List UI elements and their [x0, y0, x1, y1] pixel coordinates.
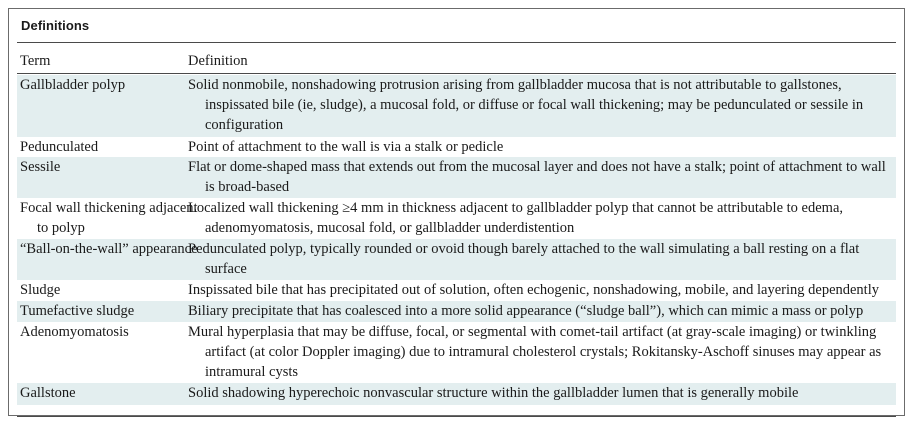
- row-term: Gallbladder polyp: [20, 77, 126, 93]
- definitions-table: [8, 8, 905, 416]
- row-definition: Flat or dome-shaped mass that extends out from the mucosal layer and does not have a stalk; point of attachment to wall is broad-based: [188, 159, 886, 195]
- row-definition: Inspissated bile that has precipitated out of solution, often echogenic, nonshadowing, mobile, and layering dependently: [188, 282, 879, 298]
- header-term: Term: [20, 53, 51, 69]
- row-term: Focal wall thickening adjacent to polyp: [20, 200, 198, 236]
- row-definition: Localized wall thickening ≥4 mm in thickness adjacent to gallbladder polyp that cannot be attributable to edema, adenomyomatosis, mucosal fold, or gallbladder underdistention: [188, 200, 844, 236]
- row-definition: Solid nonmobile, nonshadowing protrusion arising from gallbladder mucosa that is not attributable to gallstones, inspissated bile (ie, sludge), a mucosal fold, or diffuse or focal wall thickening; may be pedunculated or sessile in configuration: [188, 77, 864, 133]
- row-definition: Biliary precipitate that has coalesced into a more solid appearance (“sludge ball”), which can mimic a mass or polyp: [188, 303, 864, 319]
- table-header: [17, 53, 896, 73]
- table-title: Definitions: [21, 18, 90, 33]
- table-row: [17, 137, 896, 157]
- table-row: [17, 157, 896, 198]
- table-row: [17, 75, 896, 137]
- row-term: “Ball-on-the-wall” appearance: [20, 241, 198, 257]
- table-row: [17, 280, 896, 301]
- table-row: [17, 383, 896, 405]
- row-term: Tumefactive sludge: [20, 303, 135, 319]
- row-term: Sludge: [20, 282, 61, 298]
- row-definition: Mural hyperplasia that may be diffuse, focal, or segmental with comet-tail artifact (at gray-scale imaging) or twinkling artifact (at color Doppler imaging) due to intramural cholesterol crystals; Rokitansky-Aschoff sinuses may appear as intramural cysts: [188, 324, 882, 380]
- row-term: Pedunculated: [20, 139, 99, 155]
- bottom-rule: [17, 416, 896, 417]
- row-term: Gallstone: [20, 385, 76, 401]
- row-definition: Pedunculated polyp, typically rounded or ovoid though barely attached to the wall simulating a ball resting on a flat surface: [188, 241, 860, 277]
- table-row: [17, 301, 896, 322]
- row-definition: Solid shadowing hyperechoic nonvascular structure within the gallbladder lumen that is generally mobile: [188, 385, 799, 401]
- row-term: Sessile: [20, 159, 61, 175]
- table-row: [17, 198, 896, 239]
- table-row: [17, 239, 896, 280]
- table-body: [17, 75, 896, 405]
- header-definition: Definition: [188, 53, 248, 69]
- row-definition: Point of attachment to the wall is via a stalk or pedicle: [188, 139, 504, 155]
- top-rule: [17, 42, 896, 43]
- row-term: Adenomyomatosis: [20, 324, 129, 340]
- table-row: [17, 322, 896, 383]
- header-rule: [17, 73, 896, 74]
